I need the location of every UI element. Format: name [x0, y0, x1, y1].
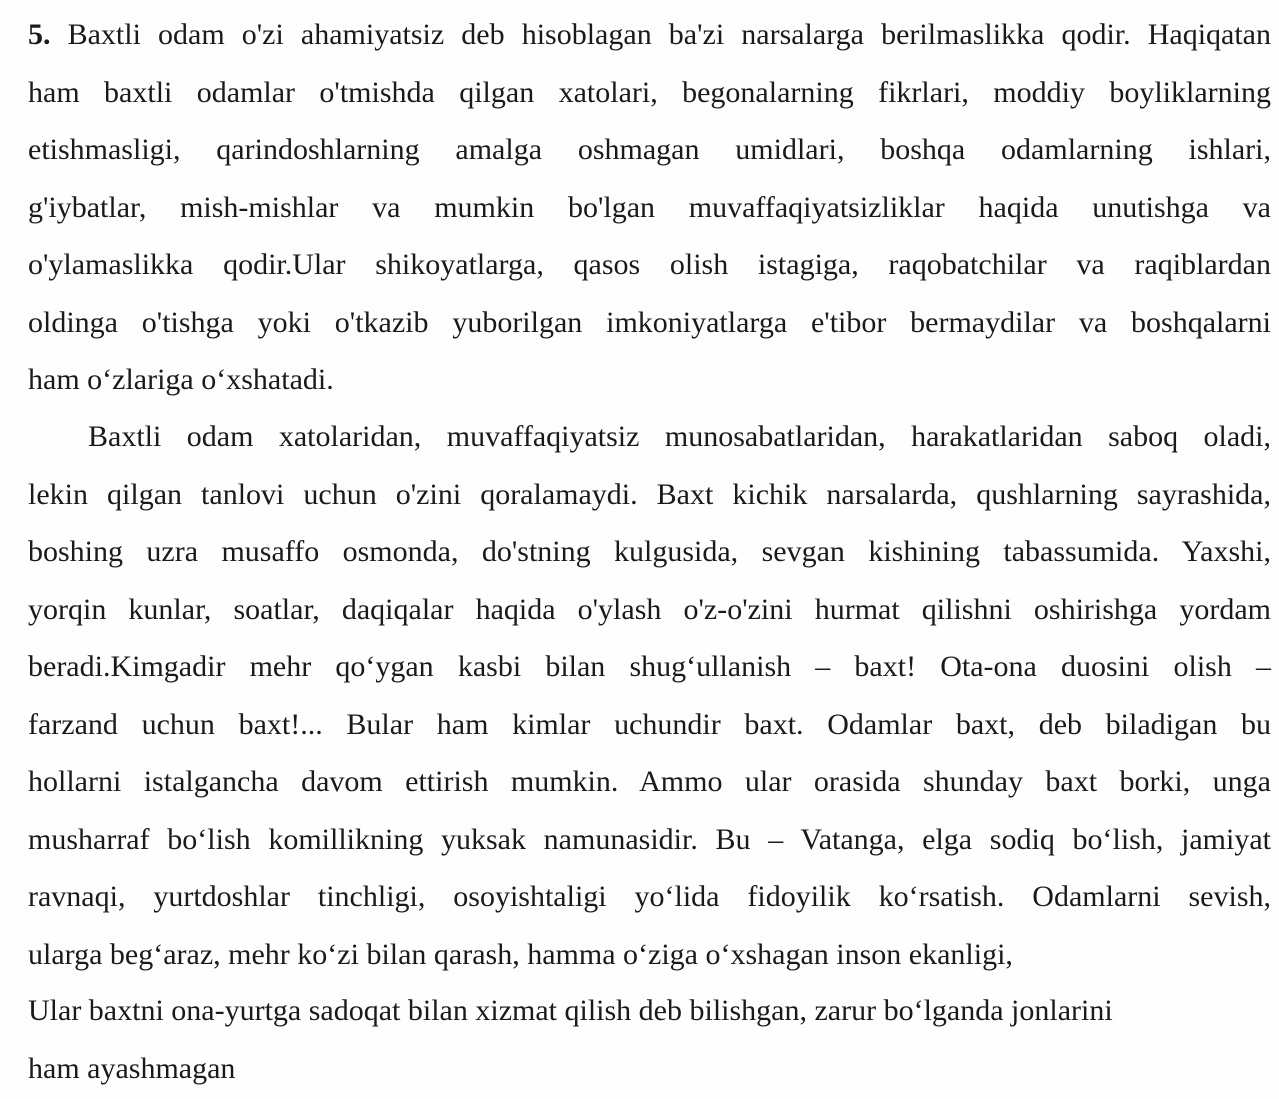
text-line: Baxtli odam xatolaridan, muvaffaqiyatsiz munosabatlaridan, harakatlaridan saboq oladi,: [88, 420, 1271, 453]
text-line: hollarni istalgancha davom ettirish mumkin. Ammo ular orasida shunday baxt borki, unga: [28, 765, 1271, 798]
text-line: Ular baxtni ona-yurtga sadoqat bilan xizmat qilish deb bilishgan, zarur bo‘lganda jonlarini: [28, 994, 1113, 1027]
text-line: ravnaqi, yurtdoshlar tinchligi, osoyishtaligi yo‘lida fidoyilik ko‘rsatish. Odamlarni sevish,: [28, 880, 1271, 913]
text-line: farzand uchun baxt!... Bular ham kimlar uchundir baxt. Odamlar baxt, deb biladigan bu: [28, 707, 1271, 741]
text-line: yorqin kunlar, soatlar, daqiqalar haqida o'ylash o'z-o'zini hurmat qilishni oshirishga yordam: [28, 592, 1271, 626]
text-line: o'ylamaslikka qodir.Ular shikoyatlarga, qasos olish istagiga, raqobatchilar va raqiblardan: [28, 248, 1271, 281]
paragraph-3: [28, 982, 1271, 1097]
text-line: ham o‘zlariga o‘xshatadi.: [28, 363, 334, 396]
text-line: lekin qilgan tanlovi uchun o'zini qoralamaydi. Baxt kichik narsalarda, qushlarning sayrashida,: [28, 477, 1271, 511]
text-line: ham baxtli odamlar o'tmishda qilgan xatolari, begonalarning fikrlari, moddiy boyliklarning: [28, 75, 1271, 109]
section-number: 5.: [28, 18, 51, 51]
text-line: boshing uzra musaffo osmonda, do'stning kulgusida, sevgan kishining tabassumida. Yaxshi,: [28, 535, 1271, 568]
text-line: beradi.Kimgadir mehr qo‘ygan kasbi bilan shug‘ullanish – baxt! Ota-ona duosini olish –: [28, 650, 1271, 683]
text-line: ularga beg‘araz, mehr ko‘zi bilan qarash, hamma o‘ziga o‘xshagan inson ekanligi,: [28, 937, 1013, 971]
text-line: ham ayashmagan: [28, 1051, 236, 1085]
text-line: oldinga o'tishga yoki o'tkazib yuborilgan imkoniyatlarga e'tibor bermaydilar va boshqalarni: [28, 305, 1271, 339]
text-line: g'iybatlar, mish-mishlar va mumkin bo'lgan muvaffaqiyatsizliklar haqida unutishga va: [28, 190, 1271, 224]
text-line: etishmasligi, qarindoshlarning amalga oshmagan umidlari, boshqa odamlarning ishlari,: [28, 133, 1271, 166]
text-line: [28, 6, 1271, 64]
paragraph-2: [28, 408, 1271, 983]
text-segment: Baxtli odam o'zi ahamiyatsiz deb hisoblagan ba'zi narsalarga berilmaslikka qodir. Haqiqatan: [50, 18, 1271, 51]
paragraph-1: [28, 6, 1271, 409]
text-line: musharraf bo‘lish komillikning yuksak namunasidir. Bu – Vatanga, elga sodiq bo‘lish, jamiyat: [28, 822, 1271, 856]
